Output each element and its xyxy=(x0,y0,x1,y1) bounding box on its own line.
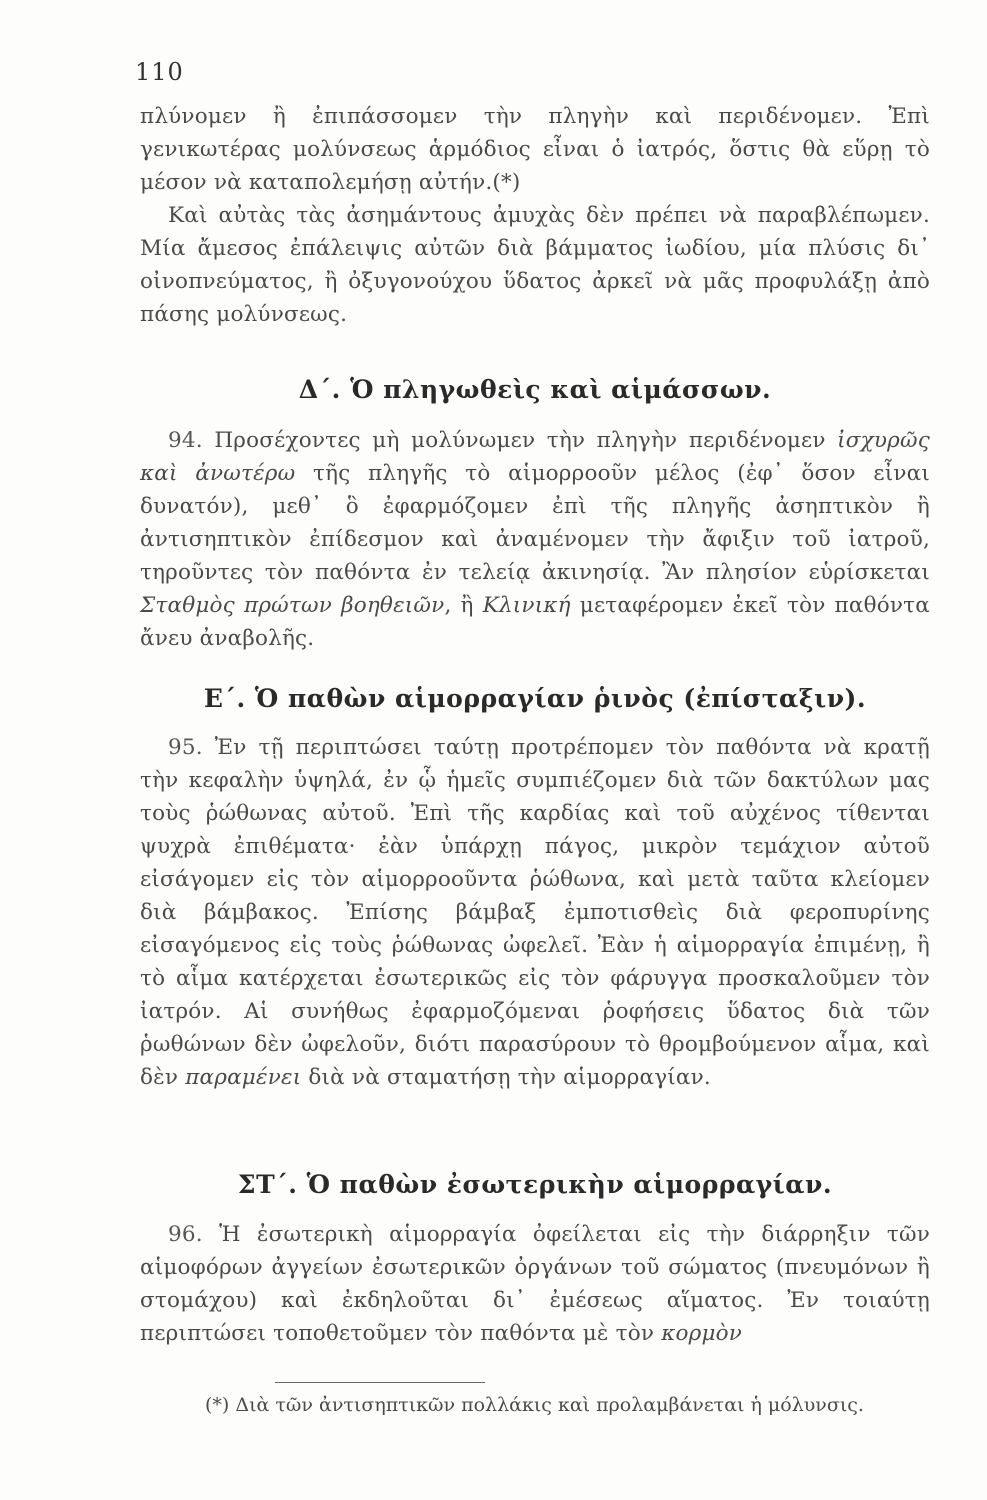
section-heading-epsilon: Ε΄. Ὁ παθὼν αἱμορραγίαν ῥινὸς (ἐπίσταξιν). xyxy=(203,684,867,713)
opening-text xyxy=(140,100,930,331)
page-number: 110 xyxy=(135,58,184,86)
section-heading-delta: Δ΄. Ὁ πληγωθεὶς καὶ αἱμάσσων. xyxy=(298,375,772,404)
paragraph-95 xyxy=(140,731,930,1094)
emphasis-text: παραμένει xyxy=(185,1065,302,1090)
footnote-marker: (*) xyxy=(205,1394,230,1416)
paragraph-minor-wounds: Καὶ αὐτὰς τὰς ἀσημάντους ἀμυχὰς δὲν πρέπει νὰ παραβλέπωμεν. Μία ἄμεσος ἐπάλειψις αὐτῶν διὰ βάμματος ἰωδίου, μία πλύσις δι᾿ οἰνοπνεύματος, ἢ ὀξυγονούχου ὕδατος ἀρκεῖ νὰ μᾶς προφυλάξῃ ἀπὸ πάσης μολύνσεως. xyxy=(140,203,930,327)
text-segment: Ἐν τῇ περιπτώσει ταύτῃ προτρέπομεν τὸν παθόντα νὰ κρατῇ τὴν κεφαλὴν ὑψηλά, ἐν ᾧ ἡμεῖς συμπιέζομεν διὰ τῶν δακτύλων μας τοὺς ῥώθωνας αὐτοῦ. Ἐπὶ τῆς καρδίας καὶ τοῦ αὐχένος τίθενται ψυχρὰ ἐπιθέματα· ἐὰν ὑπάρχῃ πάγος, μικρὸν τεμάχιον αὐτοῦ εἰσάγομεν εἰς τὸν αἱμορροοῦντα ῥώθωνα, καὶ μετὰ ταῦτα κλείομεν διὰ βάμβακος. Ἐπίσης βάμβαξ ἐμποτισθεὶς διὰ φεροπυρίνης εἰσαγόμενος εἰς τοὺς ῥώθωνας ὠφελεῖ. Ἐὰν ἡ αἱμορραγία ἐπιμένῃ, ἢ τὸ αἷμα κατέρχεται ἐσωτερικῶς εἰς τὸν φάρυγγα προσκαλοῦμεν τὸν ἰατρόν. Αἱ συνήθως ἐφαρμοζόμεναι ῥοφήσεις ὕδατος διὰ τῶν ῥωθώνων δὲν ὠφελοῦν, διότι παρασύρουν τὸ θρομβούμενον αἷμα, καὶ δὲν xyxy=(140,735,930,1090)
text-segment: Ἡ ἐσωτερικὴ αἱμορραγία ὀφείλεται εἰς τὴν διάρρηξιν τῶν αἱμοφόρων ἀγγείων ἐσωτερικῶν ὀργάνων τοῦ σώματος (πνευμόνων ἢ στομάχου) καὶ ἐκδηλοῦται δι᾿ ἐμέσεως αἵματος. Ἐν τοιαύτῃ περιπτώσει τοποθετοῦμεν τὸν παθόντα μὲ τὸν xyxy=(140,1222,930,1346)
emphasis-text: Σταθμὸς πρώτων βοηθειῶν xyxy=(140,593,445,618)
section-stigma-text xyxy=(140,1218,930,1350)
text-segment: , ἢ xyxy=(444,593,474,618)
text-segment: διὰ νὰ σταματήσῃ τὴν αἱμορραγίαν. xyxy=(308,1065,711,1090)
paragraph-number: 94. xyxy=(168,428,203,453)
footnote-divider xyxy=(275,1382,485,1383)
paragraph-94 xyxy=(140,424,930,655)
paragraph-96 xyxy=(140,1218,930,1350)
paragraph-continued: πλύνομεν ἢ ἐπιπάσσομεν τὴν πληγὴν καὶ περιδένομεν. Ἐπὶ γενικωτέρας μολύνσεως ἁρμόδιος εἶναι ὁ ἰατρός, ὅστις θὰ εὕρῃ τὸ μέσον νὰ καταπολεμήσῃ αὐτήν.(*) xyxy=(140,104,930,195)
section-epsilon-text xyxy=(140,731,930,1094)
emphasis-text: Κλινική xyxy=(482,593,571,618)
text-segment: τῆς πληγῆς τὸ αἱμορροοῦν μέλος (ἐφ᾿ ὅσον εἶναι δυνατόν), μεθ᾿ ὃ ἐφαρμόζομεν ἐπὶ τῆς πληγῆς ἀσηπτικὸν ἢ ἀντισηπτικὸν ἐπίδεσμον καὶ ἀναμένομεν τὴν ἄφιξιν τοῦ ἰατροῦ, τηροῦντες τὸν παθόντα ἐν τελείᾳ ἀκινησίᾳ. Ἂν πλησίον εὑρίσκεται xyxy=(140,461,931,585)
paragraph-number: 95. xyxy=(168,735,203,760)
emphasis-text: ἰσχυρῶς καὶ ἀνωτέρω xyxy=(140,428,930,486)
text-segment: Προσέχοντες μὴ μολύνωμεν τὴν πληγὴν περιδένομεν xyxy=(214,428,826,453)
paragraph-number: 96. xyxy=(168,1222,203,1247)
section-heading-stigma: ΣΤ΄. Ὁ παθὼν ἐσωτερικὴν αἱμορραγίαν. xyxy=(237,1170,833,1199)
section-delta-text xyxy=(140,424,930,655)
emphasis-text: κορμὸν xyxy=(661,1321,743,1346)
text-segment: μεταφέρομεν ἐκεῖ τὸν παθόντα ἄνευ ἀναβολῆς. xyxy=(140,593,930,651)
footnote-text: Διὰ τῶν ἀντισηπτικῶν πολλάκις καὶ προλαμβάνεται ἡ μόλυνσις. xyxy=(235,1394,864,1416)
footnote xyxy=(205,1392,935,1418)
